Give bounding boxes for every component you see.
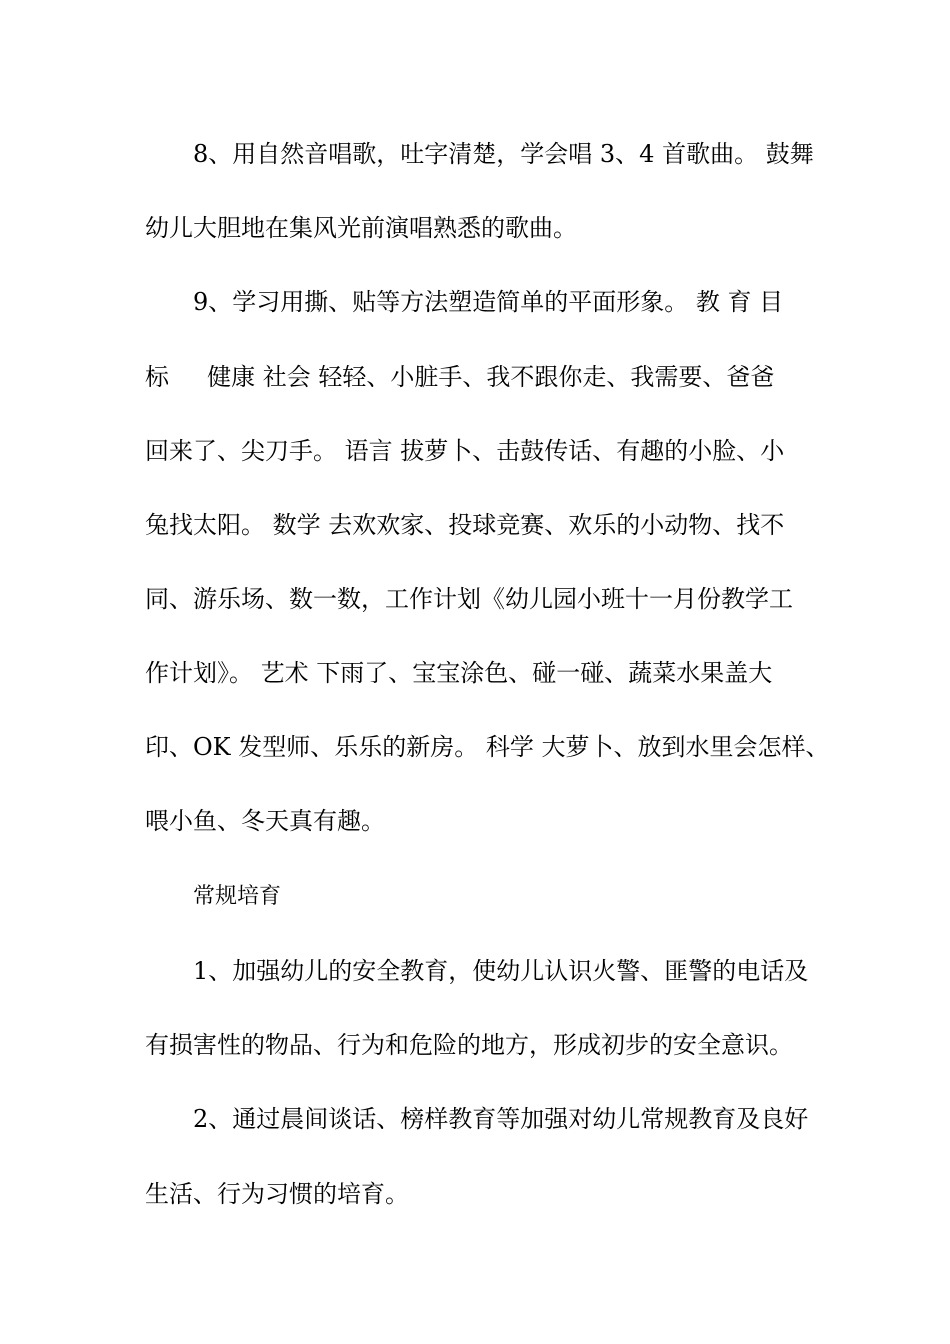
text-line: 生活、行为习惯的培育。 [145, 1180, 409, 1208]
text-line: 有损害性的物品、行为和危险的地方，形成初步的安全意识。 [145, 1031, 793, 1059]
text-line: 印、OK 发型师、乐乐的新房。 科学 大萝卜、放到水里会怎样、 [145, 733, 830, 761]
text-line: 9、学习用撕、贴等方法塑造简单的平面形象。 教 育 目 [193, 288, 784, 316]
text-line: 标 健康 社会 轻轻、小脏手、我不跟你走、我需要、爸爸 [145, 363, 775, 391]
section-heading: 常规培育 [193, 884, 282, 909]
text-line: 兔找太阳。 数学 去欢欢家、投球竞赛、欢乐的小动物、找不 [145, 511, 785, 539]
text-line: 2、通过晨间谈话、榜样教育等加强对幼儿常规教育及良好 [193, 1105, 809, 1133]
text-line: 同、游乐场、数一数，工作计划《幼儿园小班十一月份教学工 [145, 585, 793, 613]
text-line: 喂小鱼、冬天真有趣。 [145, 807, 385, 835]
text-line: 幼儿大胆地在集风光前演唱熟悉的歌曲。 [145, 214, 577, 242]
text-line: 8、用自然音唱歌，吐字清楚，学会唱 3、4 首歌曲。 鼓舞 [193, 140, 814, 168]
text-line: 1、加强幼儿的安全教育，使幼儿认识火警、匪警的电话及 [193, 957, 809, 985]
text-line: 作计划》。 艺术 下雨了、宝宝涂色、碰一碰、蔬菜水果盖大 [145, 659, 773, 687]
text-line: 回来了、尖刀手。 语言 拔萝卜、击鼓传话、有趣的小脸、小 [145, 437, 785, 465]
